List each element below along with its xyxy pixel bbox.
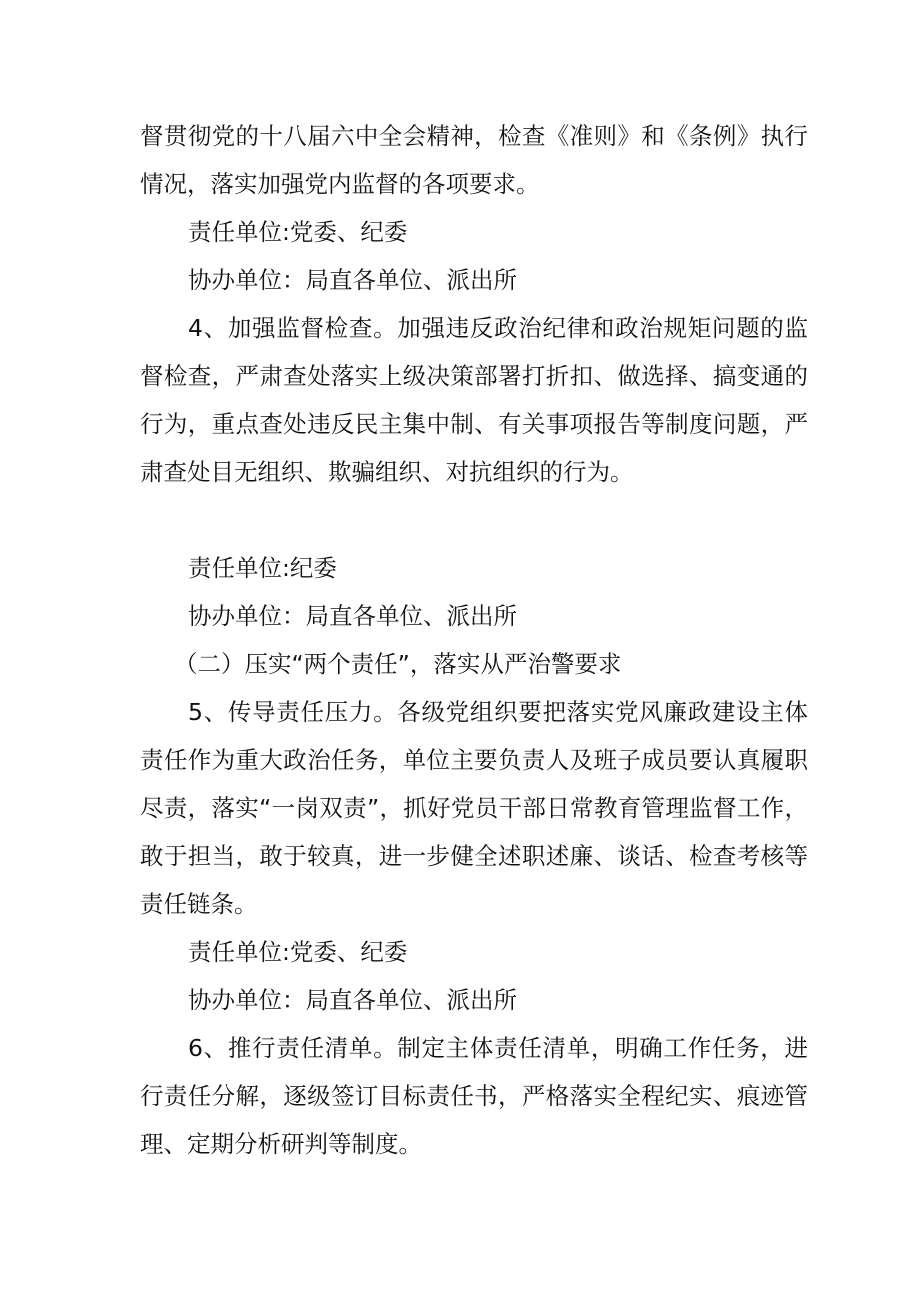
- assisting-unit-line: 协办单位：局直各单位、派出所: [188, 602, 517, 630]
- assisting-unit-line: 协办单位：局直各单位、派出所: [188, 266, 517, 294]
- assisting-unit-line: 协办单位：局直各单位、派出所: [188, 986, 517, 1014]
- responsible-unit-line: 责任单位:党委、纪委: [188, 218, 408, 246]
- section-heading: （二）压实“两个责任”，落实从严治警要求: [174, 650, 622, 678]
- responsible-unit-line: 责任单位:党委、纪委: [188, 938, 408, 966]
- paragraph-continuation: 督贯彻党的十八届六中全会精神，检查《准则》和《条例》执行情况，落实加强党内监督的各项要求。: [140, 122, 808, 198]
- item-5-paragraph: 5、传导责任压力。各级党组织要把落实党风廉政建设主体责任作为重大政治任务，单位主要负责人及班子成员要认真履职尽责，落实“一岗双责”，抓好党员干部日常教育管理监督工作，敢于担当，敢于较真，进一步健全述职述廉、谈话、检查考核等责任链条。: [140, 698, 808, 918]
- document-body: [140, 112, 808, 1168]
- item-4-paragraph: 4、加强监督检查。加强违反政治纪律和政治规矩问题的监督检查，严肃查处落实上级决策部署打折扣、做选择、搞变通的行为，重点查处违反民主集中制、有关事项报告等制度问题，严肃查处目无组织、欺骗组织、对抗组织的行为。: [140, 314, 808, 486]
- responsible-unit-line: 责任单位:纪委: [188, 554, 337, 582]
- item-6-paragraph: 6、推行责任清单。制定主体责任清单，明确工作任务，进行责任分解，逐级签订目标责任书，严格落实全程纪实、痕迹管理、定期分析研判等制度。: [140, 1034, 808, 1158]
- paragraph-gap: [140, 496, 808, 544]
